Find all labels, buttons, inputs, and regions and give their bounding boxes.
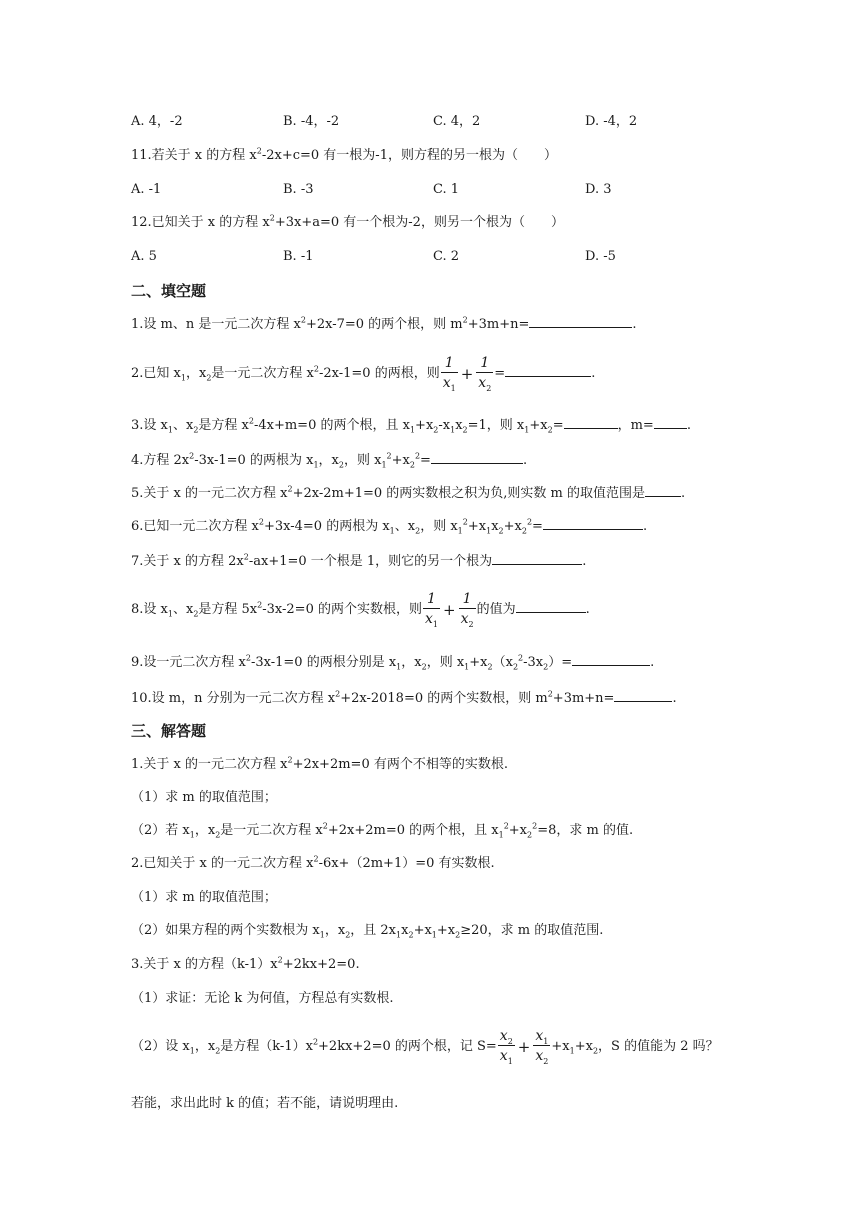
q10-option-a: A. 4，-2 <box>131 114 183 129</box>
fraction-1-over-x2: $\frac{1}{x_2}$ <box>460 591 474 629</box>
answer-blank <box>614 689 672 702</box>
answer-blank <box>564 416 618 429</box>
fraction-1-over-x2: $\frac{1}{x_2}$ <box>478 355 492 393</box>
q12-option-d: D. -5 <box>585 249 616 264</box>
fill-question-7: 7.关于 x 的方程 $2x^2-ax+1=0$ 一个根是 1，则它的另一个根为 . <box>131 552 587 569</box>
answer-blank <box>645 484 681 497</box>
solve-question-2: 2.已知关于 x 的一元二次方程 $x^2-6x+(2m+1)=0$ 有实数根. <box>131 854 495 871</box>
solve-question-3-part-2-continued: 若能，求出此时 k 的值；若不能，请说明理由. <box>131 1096 399 1111</box>
fill-question-4: 4.方程 $2x^2-3x-1=0$ 的两根为 $x_1$，$x_2$，则 $x_1^2+x_2^2=$ . <box>131 451 528 470</box>
answer-blank <box>516 600 586 613</box>
answer-blank <box>492 552 582 565</box>
fill-question-5: 5.关于 x 的一元二次方程 $x^2+2x-2m+1=0$ 的两实数根之积为负,则实数 m 的取值范围是 . <box>131 484 686 501</box>
answer-blank <box>529 315 632 328</box>
solve-question-3-part-1: （1）求证：无论 k 为何值，方程总有实数根. <box>131 991 394 1006</box>
answer-blank <box>505 364 591 377</box>
solve-question-1: 1.关于 x 的一元二次方程 $x^2+2x+2m=0$ 有两个不相等的实数根. <box>131 755 508 772</box>
solve-question-1-part-1: （1）求 m 的取值范围； <box>131 790 277 805</box>
question-11: 11.若关于 x 的方程 $x^2-2x+c=0$ 有一根为-1，则方程的另一根为（ ） <box>131 146 557 163</box>
q12-option-a: A. 5 <box>131 249 157 264</box>
answer-blank <box>431 451 523 464</box>
q11-option-c: C. 1 <box>433 182 460 197</box>
fill-question-3: 3.设 $x_1$、$x_2$是方程 $x^2-4x+m=0$ 的两个根，且 $x_1+x_2-x_1x_2=1$，则 $x_1+x_2=$ ，m= . <box>131 416 691 435</box>
fraction-1-over-x1: $\frac{1}{x_1}$ <box>424 591 438 629</box>
q12-option-b: B. -1 <box>283 249 314 264</box>
solve-question-3: 3.关于 x 的方程$(k-1)x^2+2kx+2=0$. <box>131 955 360 972</box>
q10-option-d: D. -4，2 <box>585 114 638 129</box>
solve-question-2-part-2: （2）如果方程的两个实数根为 $x_1$，$x_2$，且 $2x_1x_2+x_1+x_2\ge 20$，求 m 的取值范围. <box>131 923 604 940</box>
q10-option-b: B. -4，-2 <box>283 114 340 129</box>
q11-option-b: B. -3 <box>283 182 314 197</box>
answer-blank <box>572 653 650 666</box>
q11-option-d: D. 3 <box>585 182 612 197</box>
q11-option-a: A. -1 <box>131 182 162 197</box>
question-12: 12.已知关于 x 的方程 $x^2+3x+a=0$ 有一个根为-2，则另一个根为（ ） <box>131 213 564 230</box>
fraction-x1-over-x2: $\frac{x_1}{x_2}$ <box>535 1028 549 1066</box>
solve-question-1-part-2: （2）若 $x_1$，$x_2$是一元二次方程 $x^2+2x+2m=0$ 的两个根，且 $x_1^2+x_2^2=8$，求 m 的值. <box>131 821 634 840</box>
fill-question-8: 8.设 $x_1$、$x_2$是方程 $5x^2-3x-2=0$ 的两个实数根，则 $\frac{1}{x_1}$ + $\frac{1}{x_2}$ 的值为 . <box>131 591 590 629</box>
fill-question-6: 6.已知一元二次方程 $x^2+3x-4=0$ 的两根为 $x_1$、$x_2$，则 $x_1^2+x_1x_2+x_2^2=$ . <box>131 517 648 536</box>
fill-question-2: 2.已知 $x_1$，$x_2$是一元二次方程 $x^2-2x-1=0$ 的两根，则 $\frac{1}{x_1}$ + $\frac{1}{x_2}$ = . <box>131 355 596 393</box>
solve-question-3-part-2: （2）设 $x_1$，$x_2$是方程$(k-1)x^2+2kx+2=0$ 的两个根，记 S= $\frac{x_2}{x_1}$ + $\frac{x_1}{x_2}$ $+x_1+x_2$，S 的值能为 2 吗？ <box>131 1028 719 1066</box>
q10-option-c: C. 4，2 <box>433 114 481 129</box>
answer-blank <box>543 517 643 530</box>
fill-question-10: 10.设 m，n 分别为一元二次方程 $x^2+2x-2018=0$ 的两个实数根，则 $m^2+3m+n=$ . <box>131 689 677 706</box>
answer-blank <box>654 416 687 429</box>
section-heading-solve: 三、解答题 <box>131 722 207 740</box>
fraction-1-over-x1: $\frac{1}{x_1}$ <box>442 355 456 393</box>
solve-question-2-part-1: （1）求 m 的取值范围； <box>131 890 277 905</box>
q12-option-c: C. 2 <box>433 249 460 264</box>
section-heading-fill-in: 二、填空题 <box>131 282 207 300</box>
fraction-x2-over-x1: $\frac{x_2}{x_1}$ <box>499 1028 513 1066</box>
fill-question-9: 9.设一元二次方程 $x^2-3x-1=0$ 的两根分别是 $x_1$，$x_2$，则 $x_1+x_2(x_2^2-3x_2)=$ . <box>131 653 655 672</box>
fill-question-1: 1.设 m、n 是一元二次方程 $x^2+2x-7=0$ 的两个根，则 $m^2+3m+n=$ . <box>131 315 637 332</box>
